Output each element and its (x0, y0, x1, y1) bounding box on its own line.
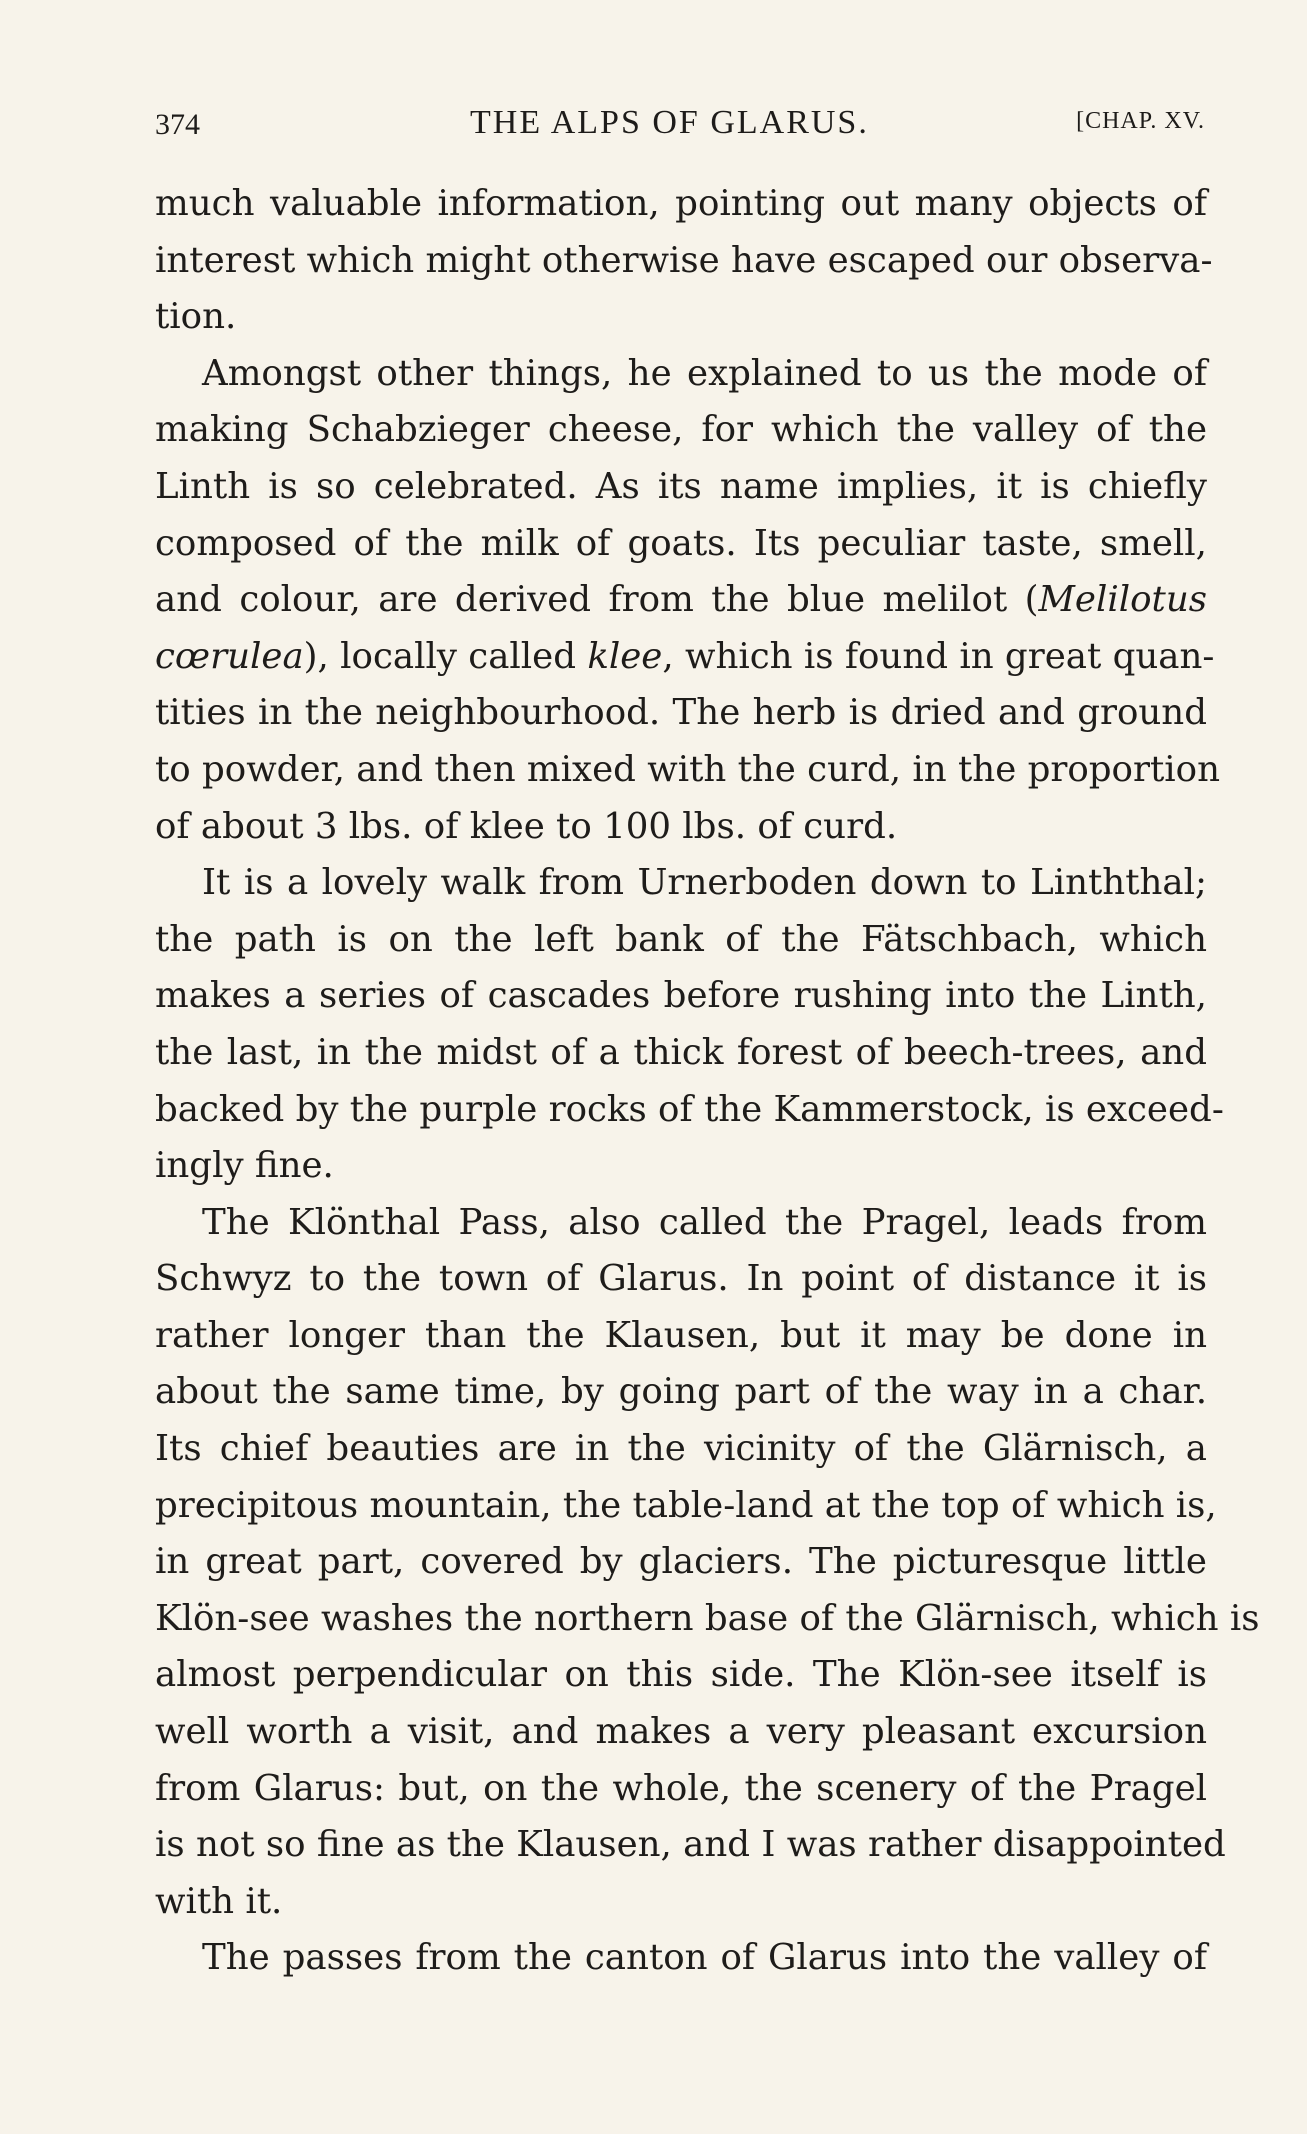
paragraph-2 (155, 346, 1220, 855)
text-line: is not so fine as the Klausen, and I was rather disappointed (155, 1824, 1226, 1866)
text-line: to powder, and then mixed with the curd, in the proportion (155, 748, 1220, 790)
text-line: ingly fine. (155, 1145, 334, 1187)
text-line: Its chief beauties are in the vicinity of the Glärnisch, a (155, 1428, 1207, 1470)
text-segment: , which is found in great quan- (662, 635, 1215, 677)
text-line: The Klönthal Pass, also called the Pragel, leads from (202, 1201, 1207, 1243)
italic-term-klee: klee (587, 635, 663, 677)
text-line: tities in the neighbourhood. The herb is dried and ground (155, 692, 1207, 734)
text-line: about the same time, by going part of the way in a char. (155, 1371, 1207, 1413)
body-text (155, 176, 1260, 1987)
text-line: Linth is so celebrated. As its name implies, it is chiefly (155, 465, 1207, 507)
text-line: making Schabzieger cheese, for which the valley of the (155, 409, 1207, 451)
page-number: 374 (155, 108, 200, 141)
running-title: THE ALPS OF GLARUS. (470, 104, 869, 141)
text-line: the path is on the left bank of the Fätschbach, which (155, 918, 1207, 960)
text-line: Klön-see washes the northern base of the Glärnisch, which is (155, 1597, 1260, 1639)
text-segment: and colour, are derived from the blue melilot ( (155, 579, 1039, 621)
italic-term-coerulea: cœrulea (155, 635, 304, 677)
text-line: with it. (155, 1880, 283, 1922)
paragraph-5 (155, 1930, 1207, 1987)
text-line: much valuable information, pointing out many objects of (155, 183, 1207, 224)
text-line: precipitous mountain, the table-land at the top of which is, (155, 1484, 1217, 1526)
text-line: Schwyz to the town of Glarus. In point of distance it is (155, 1258, 1207, 1300)
text-segment: ), locally called (303, 635, 588, 677)
paragraph-4 (155, 1195, 1260, 1931)
text-line: almost perpendicular on this side. The Klön-see itself is (155, 1654, 1207, 1696)
text-line: interest which might otherwise have escaped our observa- (155, 239, 1213, 281)
paragraph-3 (155, 855, 1224, 1195)
text-line: The passes from the canton of Glarus into the valley of (202, 1937, 1207, 1979)
text-line: Amongst other things, he explained to us the mode of (202, 352, 1207, 394)
text-line: makes a series of cascades before rushing into the Linth, (155, 975, 1207, 1017)
chapter-reference: [CHAP. XV. (1076, 108, 1205, 134)
text-line: in great part, covered by glaciers. The picturesque little (155, 1541, 1207, 1583)
text-line: rather longer than the Klausen, but it may be done in (155, 1314, 1207, 1356)
text-line: well worth a visit, and makes a very pleasant excursion (155, 1711, 1207, 1753)
text-line-with-italic (155, 572, 1207, 629)
text-line: the last, in the midst of a thick forest of beech-trees, and (155, 1031, 1207, 1073)
text-line: from Glarus: but, on the whole, the scenery of the Pragel (155, 1767, 1207, 1809)
text-line: composed of the milk of goats. Its peculiar taste, smell, (155, 522, 1207, 564)
text-line: It is a lovely walk from Urnerboden down to Linththal; (202, 862, 1207, 904)
text-line: backed by the purple rocks of the Kammerstock, is exceed- (155, 1088, 1224, 1130)
text-line-with-italic (155, 629, 1215, 686)
page-header (155, 100, 1205, 150)
italic-term-melilotus: Melilotus (1038, 579, 1207, 621)
text-line: of about 3 lbs. of klee to 100 lbs. of curd. (155, 805, 898, 847)
text-line: tion. (155, 296, 237, 338)
paragraph-1 (155, 176, 1213, 346)
